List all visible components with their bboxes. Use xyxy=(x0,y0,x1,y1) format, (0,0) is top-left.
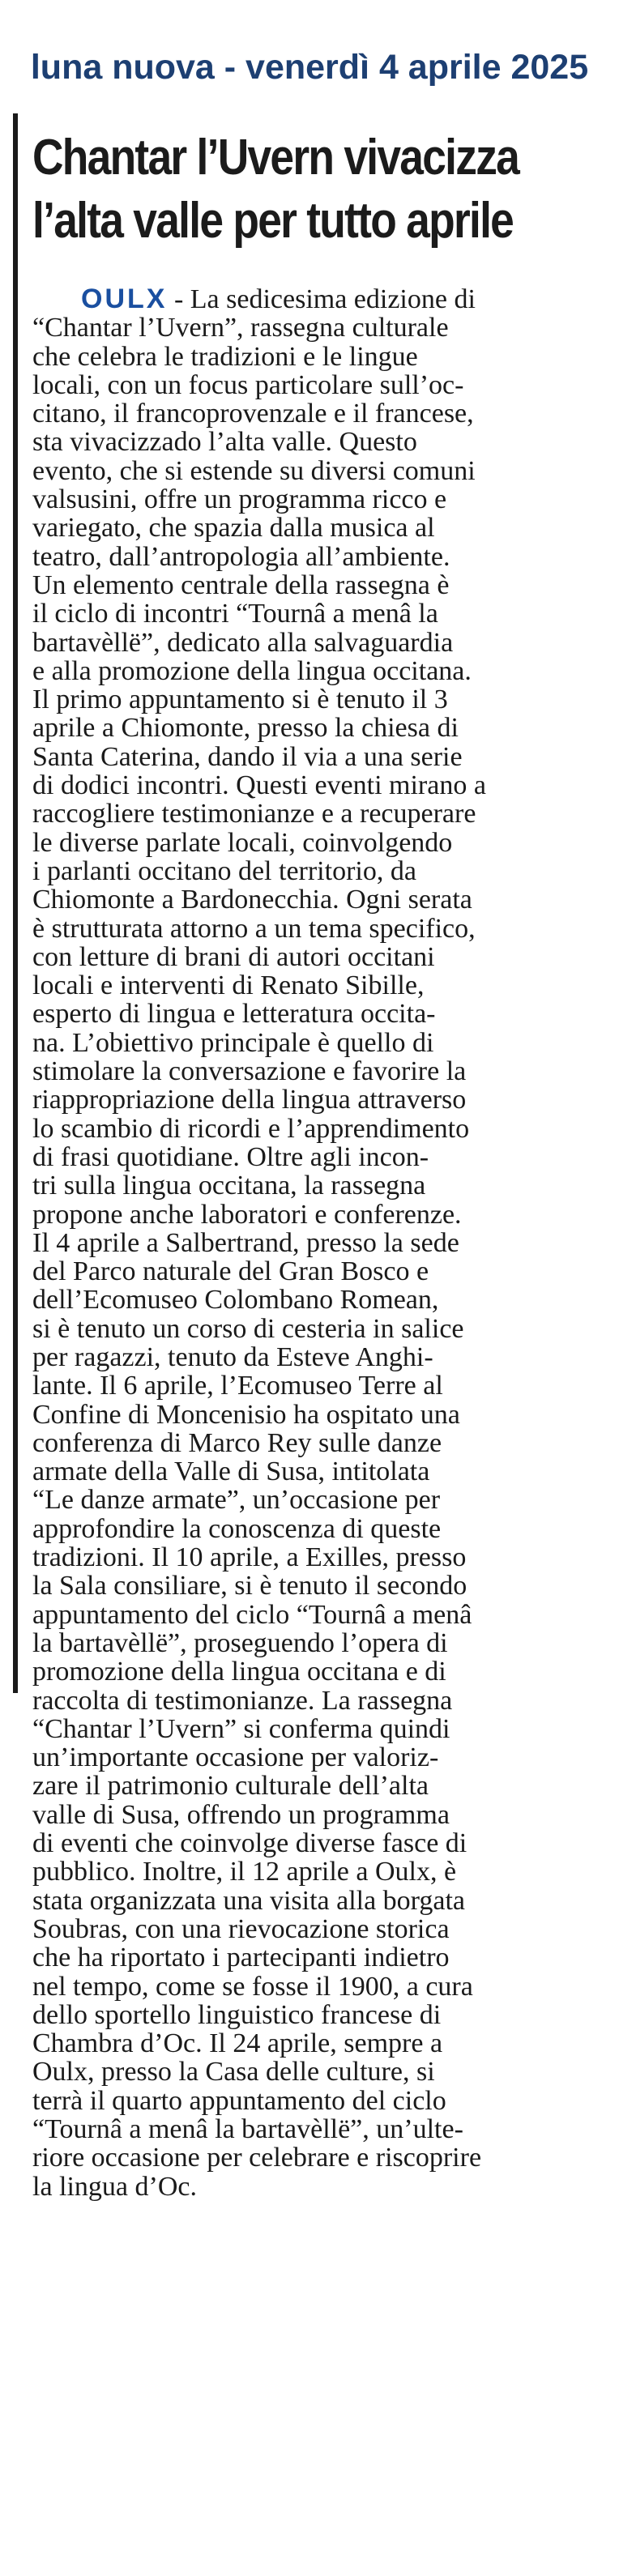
article-line: Chiomonte a Bardonecchia. Ogni serata xyxy=(32,885,472,915)
article-line: che celebra le tradizioni e le lingue xyxy=(32,341,418,372)
article-line: dell’Ecomuseo Colombano Romean, xyxy=(32,1285,439,1316)
article-line: promozione della lingua occitana e di xyxy=(32,1657,446,1687)
article-line: stimolare la conversazione e favorire la xyxy=(32,1056,467,1087)
article-line: locali e interventi di Renato Sibille, xyxy=(32,970,425,1001)
masthead: luna nuova - venerdì 4 aprile 2025 xyxy=(30,48,589,87)
article-line: e alla promozione della lingua occitana. xyxy=(32,655,472,686)
article-line: per ragazzi, tenuto da Esteve Anghi- xyxy=(32,1341,433,1372)
article-line: Un elemento centrale della rassegna è xyxy=(32,569,450,600)
article-line: le diverse parlate locali, coinvolgendo xyxy=(32,827,453,858)
article-line: teatro, dall’antropologia all’ambiente. xyxy=(32,541,450,572)
column-rule xyxy=(13,113,18,1693)
article-line: conferenza di Marco Rey sulle danze xyxy=(32,1427,442,1458)
article-line: Il primo appuntamento si è tenuto il 3 xyxy=(32,685,448,715)
headline-line: Chantar l’Uvern vivacizza xyxy=(32,130,519,186)
article-line: valle di Susa, offrendo un programma xyxy=(32,1799,450,1830)
article-first-line xyxy=(32,285,603,313)
article-first-line-text: - La sedicesima edizione di xyxy=(167,284,476,314)
article-line: “Le danze armate”, un’occasione per xyxy=(32,1485,441,1516)
article-line: locali, con un focus particolare sull’oc- xyxy=(32,369,464,400)
article-line: terrà il quarto appuntamento del ciclo xyxy=(32,2085,446,2116)
article-line: “Tournâ a menâ la bartavèllë”, un’ulte- xyxy=(32,2114,463,2144)
article-line: con letture di brani di autori occitani xyxy=(32,941,435,972)
article-line: Chambra d’Oc. Il 24 aprile, sempre a xyxy=(32,2028,443,2059)
article-line: stata organizzata una visita alla borgata xyxy=(32,1885,466,1916)
article-line: la Sala consiliare, si è tenuto il secondo xyxy=(32,1571,467,1601)
article-line: di frasi quotidiane. Oltre agli incon- xyxy=(32,1141,429,1172)
article-line: aprile a Chiomonte, presso la chiesa di xyxy=(32,713,459,744)
article-line: che ha riportato i partecipanti indietro xyxy=(32,1943,450,1973)
article-line: lo scambio di ricordi e l’apprendimento xyxy=(32,1113,470,1144)
article-line: riappropriazione della lingua attraverso xyxy=(32,1085,467,1115)
headline-line: l’alta valle per tutto aprile xyxy=(32,193,514,249)
article-line: Confine di Moncenisio ha ospitato una xyxy=(32,1399,460,1430)
article-line: na. L’obiettivo principale è quello di xyxy=(32,1027,434,1058)
article-line: armate della Valle di Susa, intitolata xyxy=(32,1456,430,1487)
article-line: appuntamento del ciclo “Tournâ a menâ xyxy=(32,1599,472,1630)
article-line: Oulx, presso la Casa delle culture, si xyxy=(32,2057,435,2088)
article-line: raccolta di testimonianze. La rassegna xyxy=(32,1685,453,1716)
article-line: di eventi che coinvolge diverse fasce di xyxy=(32,1828,467,1859)
dateline: OULX xyxy=(81,284,168,314)
article-line: un’importante occasione per valoriz- xyxy=(32,1742,439,1773)
article-line: propone anche laboratori e conferenze. xyxy=(32,1199,462,1230)
article-line: tradizioni. Il 10 aprile, a Exilles, presso xyxy=(32,1542,467,1573)
article-line: lante. Il 6 aprile, l’Ecomuseo Terre al xyxy=(32,1371,443,1401)
article-line: dello sportello linguistico francese di xyxy=(32,1999,442,2030)
headline xyxy=(32,126,520,253)
article-line: pubblico. Inoltre, il 12 aprile a Oulx, è xyxy=(32,1857,457,1887)
article-line: valsusini, offre un programma ricco e xyxy=(32,484,447,515)
article-line: Santa Caterina, dando il via a una serie xyxy=(32,741,463,772)
article-line: riore occasione per celebrare e riscoprire xyxy=(32,2143,482,2173)
article-line: sta vivacizzado l’alta valle. Questo xyxy=(32,427,417,458)
article-line: “Chantar l’Uvern”, rassegna culturale xyxy=(32,313,449,343)
article-line: Il 4 aprile a Salbertrand, presso la sede xyxy=(32,1227,459,1258)
article-line: i parlanti occitano del territorio, da xyxy=(32,855,416,886)
article-line: del Parco naturale del Gran Bosco e xyxy=(32,1256,429,1287)
article-line: la lingua d’Oc. xyxy=(32,2171,197,2202)
article-line: Soubras, con una rievocazione storica xyxy=(32,1913,450,1944)
article-line: bartavèllë”, dedicato alla salvaguardia xyxy=(32,627,454,658)
article-line: “Chantar l’Uvern” si conferma quindi xyxy=(32,1713,450,1744)
article-line: è strutturata attorno a un tema specifico, xyxy=(32,913,476,944)
article-line: tri sulla lingua occitana, la rassegna xyxy=(32,1171,426,1201)
article-line: raccogliere testimonianze e a recuperare xyxy=(32,799,476,830)
article-line: evento, che si estende su diversi comuni xyxy=(32,455,476,486)
article-line: di dodici incontri. Questi eventi mirano a xyxy=(32,770,486,801)
article-line: esperto di lingua e letteratura occita- xyxy=(32,999,436,1030)
article-line: citano, il francoprovenzale e il francese, xyxy=(32,399,474,429)
article-body xyxy=(32,285,603,2201)
article-line: variegato, che spazia dalla musica al xyxy=(32,513,435,544)
article-line: il ciclo di incontri “Tournâ a menâ la xyxy=(32,599,438,629)
article-line: zare il patrimonio culturale dell’alta xyxy=(32,1771,429,1802)
article-line: nel tempo, come se fosse il 1900, a cura xyxy=(32,1971,473,2002)
article-line: approfondire la conoscenza di queste xyxy=(32,1513,442,1544)
article-line: si è tenuto un corso di cesteria in salice xyxy=(32,1313,464,1344)
article-line: la bartavèllë”, proseguendo l’opera di xyxy=(32,1627,448,1658)
